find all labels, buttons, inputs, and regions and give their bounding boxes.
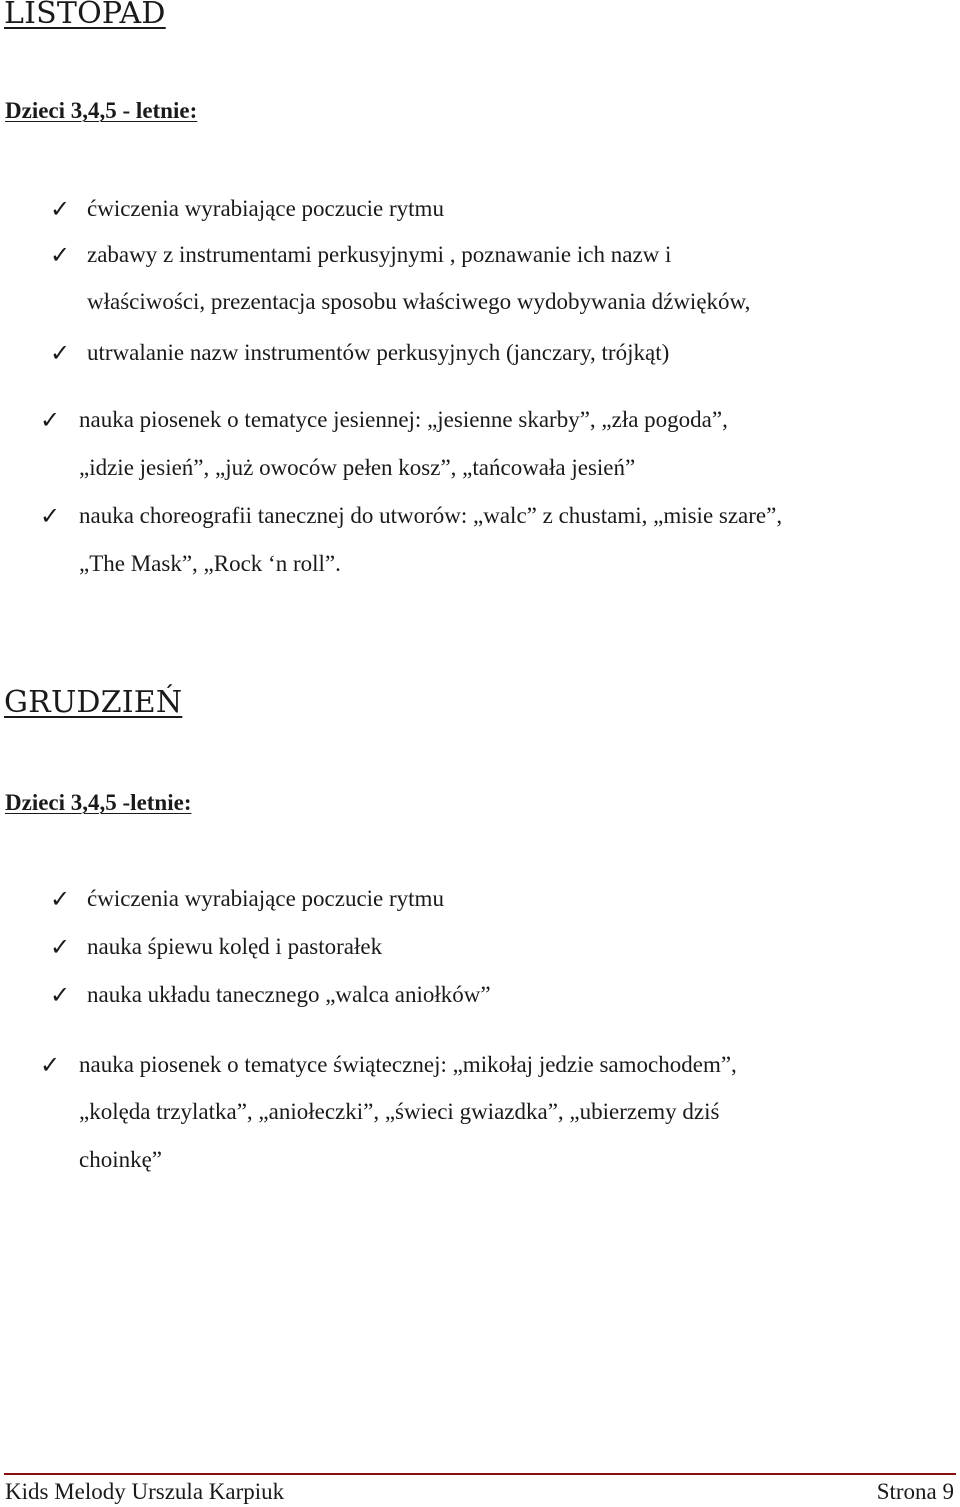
list-item-line: zabawy z instrumentami perkusyjnymi , poznawanie ich nazw i xyxy=(87,242,672,267)
checkmark-icon: ✓ xyxy=(50,933,71,961)
list-item-line: nauka piosenek o tematyce świątecznej: „mikołaj jedzie samochodem”, xyxy=(79,1052,737,1077)
section-title-grudzien: GRUDZIEŃ xyxy=(4,685,183,720)
checkmark-icon: ✓ xyxy=(50,885,71,913)
list-item-line: „kolęda trzylatka”, „aniołeczki”, „świeci gwiazdka”, „ubierzemy dziś xyxy=(79,1099,720,1124)
list-item-line: „idzie jesień”, „już owoców pełen kosz”, „tańcowała jesień” xyxy=(79,455,636,480)
checkmark-icon: ✓ xyxy=(50,339,71,367)
footer-divider xyxy=(4,1473,956,1475)
list-item-line: utrwalanie nazw instrumentów perkusyjnych (janczary, trójkąt) xyxy=(87,340,670,365)
list-item-line: ćwiczenia wyrabiające poczucie rytmu xyxy=(87,196,444,221)
list-item-line: „The Mask”, „Rock ‘n roll”. xyxy=(79,551,341,576)
list-item-line: nauka śpiewu kolęd i pastorałek xyxy=(87,934,383,959)
checkmark-icon: ✓ xyxy=(50,195,71,223)
section-subtitle-grudzien: Dzieci 3,4,5 -letnie: xyxy=(5,790,192,815)
list-item-line: nauka układu tanecznego „walca aniołków” xyxy=(87,982,491,1007)
section-title-listopad: LISTOPAD xyxy=(4,0,166,31)
section-subtitle-listopad: Dzieci 3,4,5 - letnie: xyxy=(5,98,198,123)
checkmark-icon: ✓ xyxy=(40,1051,61,1079)
list-item-line: nauka choreografii tanecznej do utworów: „walc” z chustami, „misie szare”, xyxy=(79,503,783,528)
checkmark-icon: ✓ xyxy=(40,502,61,530)
checkmark-icon: ✓ xyxy=(40,406,61,434)
list-item-line: ćwiczenia wyrabiające poczucie rytmu xyxy=(87,886,444,911)
footer-left: Kids Melody Urszula Karpiuk xyxy=(5,1479,285,1504)
list-item-line: nauka piosenek o tematyce jesiennej: „jesienne skarby”, „zła pogoda”, xyxy=(79,407,728,432)
list-item-line: właściwości, prezentacja sposobu właściwego wydobywania dźwięków, xyxy=(87,289,751,314)
footer-page-number: Strona 9 xyxy=(876,1479,954,1504)
list-item-line: choinkę” xyxy=(79,1147,163,1172)
checkmark-icon: ✓ xyxy=(50,981,71,1009)
checkmark-icon: ✓ xyxy=(50,241,71,269)
